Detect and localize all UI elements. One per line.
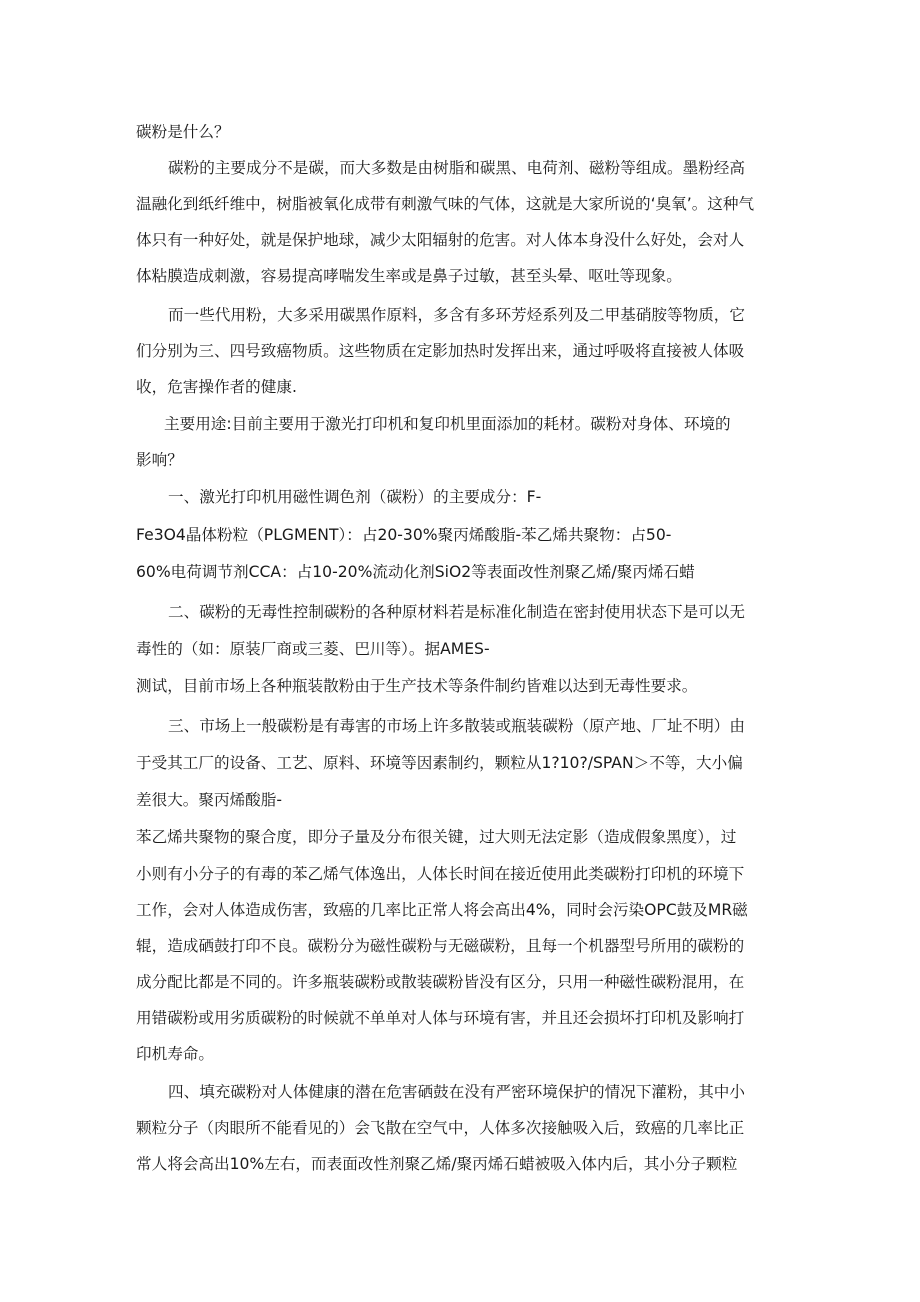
paragraph-6-line-7: 辊，造成硒鼓打印不良。碳粉分为磁性碳粉与无磁碳粉，且每一个机器型号所用的碳粉的 (136, 937, 745, 955)
paragraph-7-line-2: 颗粒分子（肉眼所不能看见的）会飞散在空气中，人体多次接触吸入后，致癌的几率比正 (136, 1119, 745, 1137)
paragraph-4-line-3: 60%电荷调节剂CCA：占10-20%流动化剂SiO2等表面改性剂聚乙烯/聚丙烯石蜡 (136, 563, 695, 581)
paragraph-6-line-10: 印机寿命。 (136, 1045, 214, 1063)
paragraph-6-line-3: 差很大。聚丙烯酸脂- (136, 791, 282, 809)
paragraph-3-line-1: 主要用途:目前主要用于激光打印机和复印机里面添加的耗材。碳粉对身体、环境的 (164, 415, 731, 433)
paragraph-6-line-5: 小则有小分子的有毒的苯乙烯气体逸出，人体长时间在接近使用此类碳粉打印机的环境下 (136, 865, 745, 883)
paragraph-2-line-2: 们分别为三、四号致癌物质。这些物质在定影加热时发挥出来，通过呼吸将直接被人体吸 (136, 342, 745, 360)
paragraph-7-line-3: 常人将会高出10%左右，而表面改性剂聚乙烯/聚丙烯石蜡被吸入体内后，其小分子颗粒 (136, 1155, 738, 1173)
paragraph-6-line-2: 于受其工厂的设备、工艺、原料、环境等因素制约，颗粒从1?10?/SPAN＞不等，大小偏 (136, 754, 743, 772)
paragraph-6-line-1: 三、市场上一般碳粉是有毒害的市场上许多散装或瓶装碳粉（原产地、厂址不明）由 (168, 717, 745, 735)
paragraph-6-line-9: 用错碳粉或用劣质碳粉的时候就不单单对人体与环境有害，并且还会损坏打印机及影响打 (136, 1009, 745, 1027)
paragraph-3-line-2: 影响？ (136, 451, 183, 469)
paragraph-6-line-6: 工作，会对人体造成伤害，致癌的几率比正常人将会高出4%，同时会污染OPC鼓及MR磁 (136, 901, 748, 919)
paragraph-5-line-2: 毒性的（如：原装厂商或三菱、巴川等）。据AMES- (136, 640, 490, 658)
paragraph-1-line-3: 体只有一种好处，就是保护地球，减少太阳辐射的危害。对人体本身没什么好处，会对人 (136, 231, 745, 249)
paragraph-6-line-8: 成分配比都是不同的。许多瓶装碳粉或散装碳粉皆没有区分，只用一种磁性碳粉混用，在 (136, 973, 745, 991)
paragraph-2-line-1: 而一些代用粉，大多采用碳黑作原料，多含有多环芳烃系列及二甲基硝胺等物质，它 (168, 306, 745, 324)
paragraph-1-line-1: 碳粉的主要成分不是碳，而大多数是由树脂和碳黑、电荷剂、磁粉等组成。墨粉经高 (168, 159, 745, 177)
paragraph-4-line-2: Fe3O4晶体粉粒（PLGMENT）：占20-30%聚丙烯酸脂-苯乙烯共聚物：占50- (136, 526, 672, 544)
paragraph-5-line-1: 二、碳粉的无毒性控制碳粉的各种原材料若是标准化制造在密封使用状态下是可以无 (168, 603, 745, 621)
document-title: 碳粉是什么？ (136, 123, 230, 141)
paragraph-7-line-1: 四、填充碳粉对人体健康的潜在危害硒鼓在没有严密环境保护的情况下灌粉，其中小 (168, 1083, 745, 1101)
paragraph-5-line-3: 测试，目前市场上各种瓶装散粉由于生产技术等条件制约皆难以达到无毒性要求。 (136, 677, 698, 695)
paragraph-1-line-4: 体粘膜造成刺激，容易提高哮喘发生率或是鼻子过敏，甚至头晕、呕吐等现象。 (136, 267, 682, 285)
paragraph-1-line-2: 温融化到纸纤维中，树脂被氧化成带有刺激气味的气体，这就是大家所说的‘臭氧’。这种气 (136, 195, 755, 213)
paragraph-4-line-1: 一、激光打印机用磁性调色剂（碳粉）的主要成分：F- (168, 488, 542, 506)
paragraph-6-line-4: 苯乙烯共聚物的聚合度，即分子量及分布很关键，过大则无法定影（造成假象黑度），过 (136, 828, 737, 846)
paragraph-2-line-3: 收，危害操作者的健康. (136, 378, 297, 396)
